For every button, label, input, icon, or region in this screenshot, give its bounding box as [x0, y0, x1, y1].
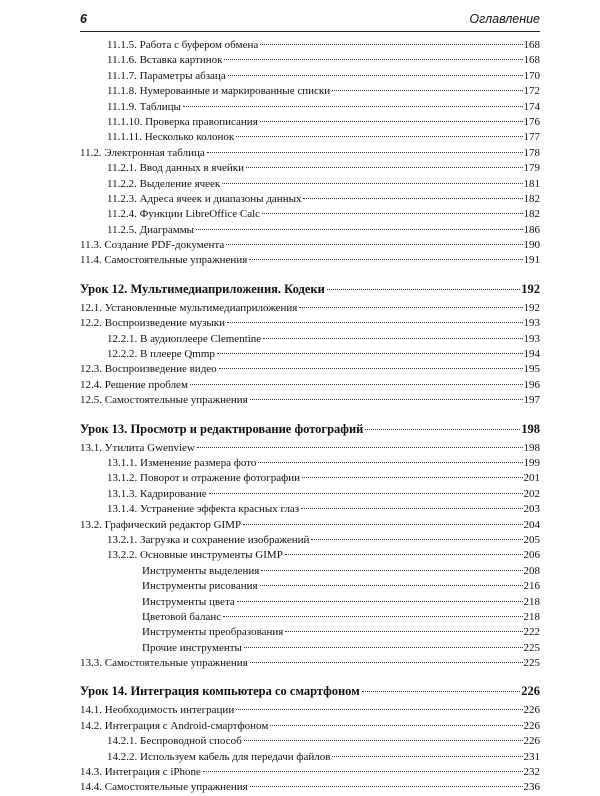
- dot-leader: [219, 368, 523, 369]
- toc-page-number: 179: [523, 162, 540, 175]
- toc-entry-number: 11.4.: [80, 254, 102, 267]
- toc-entry-number: 13.1.2.: [107, 472, 138, 485]
- toc-entry[interactable]: [80, 719, 540, 734]
- toc-entry-title: Цветовой баланс: [142, 610, 222, 623]
- toc-entry-title: Воспроизведение музыки: [104, 317, 226, 330]
- toc-page-number: 196: [523, 378, 540, 391]
- dot-leader: [327, 289, 520, 290]
- toc-entry[interactable]: [80, 177, 540, 192]
- dot-leader: [224, 59, 522, 60]
- toc-entry-number: 11.1.8.: [107, 85, 137, 98]
- toc-entry-label: [107, 347, 216, 362]
- toc-entry[interactable]: [80, 610, 540, 625]
- toc-entry-number: 11.2.5.: [107, 223, 137, 236]
- page-header: [80, 9, 540, 32]
- toc-entry-label: [107, 177, 221, 192]
- toc-page-number: 181: [523, 177, 540, 190]
- toc-entry[interactable]: [80, 301, 540, 316]
- toc-entry-number: 12.4.: [80, 378, 102, 391]
- toc-entry-label: [80, 301, 298, 316]
- toc-entry-number: 13.2.2.: [107, 549, 138, 562]
- toc-entry-title: Создание PDF-документа: [104, 239, 225, 252]
- toc-entry[interactable]: [80, 656, 540, 671]
- toc-entry-label: [107, 192, 302, 207]
- toc-entry-number: 13.1.3.: [107, 487, 138, 500]
- toc-entry[interactable]: [80, 548, 540, 563]
- toc-page-number: 172: [523, 85, 540, 98]
- toc-entry-label: [80, 253, 248, 268]
- toc-entry-title: Прочие инструменты: [142, 641, 242, 654]
- toc-entry[interactable]: [80, 456, 540, 471]
- toc-page-number: 170: [523, 69, 540, 82]
- toc-entry-title: Загрузка и сохранение изображений: [140, 533, 310, 546]
- toc-page-number: 186: [523, 223, 540, 236]
- toc-entry-number: Урок 14.: [80, 684, 128, 699]
- toc-entry-title: Инструменты преобразования: [142, 626, 284, 639]
- page-number: 6: [80, 12, 87, 26]
- toc-entry-title: Графический редактор GIMP: [104, 518, 242, 531]
- toc-entry[interactable]: [80, 253, 540, 268]
- toc-entry-label: [107, 69, 227, 84]
- toc-entry-label: [107, 750, 331, 765]
- toc-entry-title: Параметры абзаца: [139, 69, 226, 82]
- toc-entry-number: 13.3.: [80, 657, 102, 670]
- toc-entry-title: Нумерованные и маркированные списки: [139, 85, 331, 98]
- toc-entry[interactable]: [80, 765, 540, 780]
- dot-leader: [261, 570, 522, 571]
- toc-page-number: 202: [523, 487, 540, 500]
- toc-entry-label: [80, 238, 225, 253]
- dot-leader: [244, 740, 523, 741]
- toc-entry-label: [142, 579, 259, 594]
- toc-entry-label: [107, 456, 257, 471]
- toc-entry[interactable]: [80, 579, 540, 594]
- toc-entry-number: 12.2.2.: [107, 348, 138, 361]
- toc-entry-number: 11.1.10.: [107, 115, 143, 128]
- dot-leader: [362, 691, 521, 692]
- toc-entry[interactable]: [80, 161, 540, 176]
- toc-entry-label: [80, 518, 242, 533]
- toc-entry-number: 12.2.1.: [107, 332, 138, 345]
- dot-leader: [250, 786, 523, 787]
- toc-page-number: 192: [521, 281, 540, 296]
- toc-page-number: 190: [523, 239, 540, 252]
- dot-leader: [217, 353, 523, 354]
- dot-leader: [301, 508, 522, 509]
- dot-leader: [222, 183, 522, 184]
- dot-leader: [260, 44, 522, 45]
- toc-entry-title: Проверка правописания: [145, 115, 258, 128]
- toc-page-number: 226: [523, 704, 540, 717]
- dot-leader: [183, 106, 523, 107]
- toc-page-number: 225: [523, 657, 540, 670]
- toc-entry-label: [80, 362, 218, 377]
- toc-entry[interactable]: [80, 703, 540, 718]
- toc-entry-title: Несколько колонок: [144, 131, 235, 144]
- toc-entry-number: 11.1.6.: [107, 54, 137, 67]
- toc-entry-title: Функции LibreOffice Calc: [139, 208, 261, 221]
- toc-entry-number: 11.1.9.: [107, 100, 137, 113]
- toc-entry-title: Самостоятельные упражнения: [104, 781, 248, 794]
- dot-leader: [226, 244, 522, 245]
- toc-entry[interactable]: [80, 146, 540, 161]
- toc-entry-label: [107, 100, 182, 115]
- dot-leader: [302, 477, 523, 478]
- toc-page-number: 216: [523, 580, 540, 593]
- toc-page-number: 178: [523, 146, 540, 159]
- toc-entry[interactable]: [80, 38, 540, 53]
- toc-entry-label: [107, 502, 300, 517]
- dot-leader: [311, 539, 522, 540]
- toc-entry-label: [80, 378, 189, 393]
- toc-page-number: 194: [523, 348, 540, 361]
- toc-entry-number: 12.1.: [80, 301, 102, 314]
- toc-entry-title: Электронная таблица: [104, 146, 205, 159]
- toc-entry[interactable]: [80, 595, 540, 610]
- toc-entry-number: 11.2.: [80, 146, 102, 159]
- toc-page-number: 199: [523, 456, 540, 469]
- dot-leader: [227, 322, 522, 323]
- toc-page-number: 176: [523, 115, 540, 128]
- toc-entry-label: [80, 719, 269, 734]
- toc-entry[interactable]: [80, 625, 540, 640]
- toc-entry-title: Самостоятельные упражнения: [104, 254, 248, 267]
- toc-entry-label: [107, 471, 301, 486]
- toc-entry[interactable]: [80, 564, 540, 579]
- toc-entry[interactable]: [80, 378, 540, 393]
- toc-entry-number: 13.2.: [80, 518, 102, 531]
- toc-page-number: 182: [523, 208, 540, 221]
- toc-entry-label: [80, 656, 249, 671]
- toc-entry-title: В аудиоплеере Clementine: [140, 332, 262, 345]
- toc-entry-title: Беспроводной способ: [140, 735, 242, 748]
- toc-entry-label: [80, 703, 235, 718]
- toc-entry-label: [80, 780, 249, 795]
- toc-entry-number: Урок 13.: [80, 421, 128, 436]
- toc-page-number: 182: [523, 192, 540, 205]
- dot-leader: [332, 90, 522, 91]
- toc-entry-label: [142, 625, 284, 640]
- toc-entry-number: 14.2.2.: [107, 750, 138, 763]
- toc-entry-label: [107, 53, 223, 68]
- toc-entry-label: [80, 146, 206, 161]
- toc-page-number: 204: [523, 518, 540, 531]
- toc-entry-title: Интеграция с iPhone: [104, 766, 201, 779]
- dot-leader: [270, 725, 522, 726]
- toc-entry-label: [107, 38, 259, 53]
- toc-entry-label: [80, 765, 202, 780]
- toc-entry[interactable]: [80, 332, 540, 347]
- dot-leader: [285, 631, 522, 632]
- toc-entry-number: 11.1.7.: [107, 69, 137, 82]
- toc-entry[interactable]: [80, 347, 540, 362]
- toc-chapter-entry[interactable]: [80, 281, 540, 298]
- toc-entry-title: Диаграммы: [139, 223, 195, 236]
- toc-entry-number: 12.3.: [80, 363, 102, 376]
- toc-page-number: 168: [523, 54, 540, 67]
- toc-entry-title: Необходимость интеграции: [104, 704, 235, 717]
- toc-entry-title: Инструменты выделения: [142, 564, 260, 577]
- dot-leader: [260, 121, 523, 122]
- toc-entry-title: Самостоятельные упражнения: [104, 394, 248, 407]
- toc-entry-title: Поворот и отражение фотографии: [140, 472, 300, 485]
- dot-leader: [196, 229, 522, 230]
- toc-entry[interactable]: [80, 502, 540, 517]
- toc-page-number: 232: [523, 766, 540, 779]
- toc-entry-label: [107, 533, 310, 548]
- toc-entry-label: [107, 223, 195, 238]
- dot-leader: [299, 307, 522, 308]
- toc-entry-label: [107, 161, 245, 176]
- toc-entry-label: [142, 610, 222, 625]
- toc-page-number: 208: [523, 564, 540, 577]
- dot-leader: [228, 75, 523, 76]
- dot-leader: [332, 756, 522, 757]
- dot-leader: [250, 399, 523, 400]
- toc-entry-label: [80, 683, 361, 700]
- dot-leader: [236, 709, 522, 710]
- toc-page-number: 191: [523, 254, 540, 267]
- toc-entry-number: 12.5.: [80, 394, 102, 407]
- toc-entry-number: 11.1.11.: [107, 131, 142, 144]
- toc-page-number: 218: [523, 610, 540, 623]
- toc-page-number: 198: [523, 441, 540, 454]
- dot-leader: [237, 601, 523, 602]
- toc-entry-number: 14.2.: [80, 719, 102, 732]
- toc-page-number: 231: [523, 750, 540, 763]
- toc-entry-label: [80, 393, 249, 408]
- toc-chapter-entry[interactable]: [80, 421, 540, 438]
- toc-entry[interactable]: [80, 641, 540, 656]
- toc-entry[interactable]: [80, 533, 540, 548]
- toc-entry-label: [80, 421, 364, 438]
- dot-leader: [207, 152, 523, 153]
- dot-leader: [246, 167, 522, 168]
- toc-entry[interactable]: [80, 362, 540, 377]
- toc-entry-title: Интеграция компьютера со смартфоном: [130, 684, 360, 699]
- toc-entry[interactable]: [80, 750, 540, 765]
- toc-entry-number: 13.1.4.: [107, 503, 138, 516]
- toc-entry-label: [107, 84, 331, 99]
- toc-entry-label: [107, 487, 208, 502]
- dot-leader: [244, 647, 523, 648]
- toc-entry[interactable]: [80, 192, 540, 207]
- toc-page-number: 226: [523, 735, 540, 748]
- toc-entry-number: 14.3.: [80, 766, 102, 779]
- toc-entry[interactable]: [80, 223, 540, 238]
- toc-entry[interactable]: [80, 393, 540, 408]
- toc-page-number: 205: [523, 533, 540, 546]
- toc-entry-number: 13.2.1.: [107, 533, 138, 546]
- toc-entry[interactable]: [80, 130, 540, 145]
- toc-entry[interactable]: [80, 69, 540, 84]
- toc-entry-title: Мультимедиаприложения. Кодеки: [130, 281, 325, 296]
- toc-entry-title: Адреса ячеек и диапазоны данных: [139, 192, 302, 205]
- dot-leader: [303, 198, 522, 199]
- toc-entry-title: Устранение эффекта красных глаз: [140, 503, 300, 516]
- toc-entry-title: Инструменты рисования: [142, 580, 258, 593]
- toc-entry-title: Инструменты цвета: [142, 595, 235, 608]
- toc-entry-title: Таблицы: [139, 100, 181, 113]
- toc-entry-title: Просмотр и редактирование фотографий: [130, 421, 364, 436]
- toc-entry-number: 13.1.: [80, 441, 102, 454]
- toc-entry-title: В плеере Qmmp: [140, 348, 215, 361]
- toc-entry[interactable]: [80, 207, 540, 222]
- toc-page-number: 226: [521, 684, 540, 699]
- dot-leader: [263, 338, 522, 339]
- toc-entry[interactable]: [80, 115, 540, 130]
- toc-entry-title: Кадрирование: [140, 487, 207, 500]
- toc-page-number: 174: [523, 100, 540, 113]
- toc-entry-number: 14.4.: [80, 781, 102, 794]
- dot-leader: [250, 662, 523, 663]
- toc-entry-number: 11.3.: [80, 239, 102, 252]
- toc-entry[interactable]: [80, 734, 540, 749]
- toc-page-number: 195: [523, 363, 540, 376]
- dot-leader: [262, 213, 522, 214]
- dot-leader: [365, 429, 520, 430]
- toc-entry-number: 13.1.1.: [107, 456, 138, 469]
- dot-leader: [197, 447, 523, 448]
- toc-entry[interactable]: [80, 53, 540, 68]
- toc-entry[interactable]: [80, 100, 540, 115]
- toc-entry-title: Воспроизведение видео: [104, 363, 217, 376]
- table-of-contents: [80, 38, 540, 796]
- dot-leader: [260, 585, 523, 586]
- toc-page-number: 206: [523, 549, 540, 562]
- toc-entry-label: [80, 281, 326, 298]
- toc-entry-title: Изменение размера фото: [140, 456, 257, 469]
- toc-entry-number: Урок 12.: [80, 281, 128, 296]
- toc-page-number: 225: [523, 641, 540, 654]
- toc-entry-title: Решение проблем: [104, 378, 188, 391]
- toc-entry-label: [107, 332, 262, 347]
- toc-page-number: 203: [523, 503, 540, 516]
- toc-entry[interactable]: [80, 487, 540, 502]
- toc-entry-label: [107, 734, 243, 749]
- dot-leader: [209, 493, 523, 494]
- toc-entry-label: [107, 115, 259, 130]
- dot-leader: [258, 462, 522, 463]
- toc-entry-number: 12.2.: [80, 317, 102, 330]
- toc-entry-label: [142, 564, 260, 579]
- dot-leader: [190, 384, 523, 385]
- toc-entry-title: Основные инструменты GIMP: [140, 549, 283, 562]
- toc-page-number: 177: [523, 131, 540, 144]
- dot-leader: [285, 554, 523, 555]
- toc-entry-label: [80, 441, 196, 456]
- toc-entry[interactable]: [80, 780, 540, 795]
- toc-entry-title: Выделение ячеек: [139, 177, 221, 190]
- toc-page-number: 218: [523, 595, 540, 608]
- dot-leader: [203, 771, 523, 772]
- toc-page-number: 236: [523, 781, 540, 794]
- toc-entry-title: Работа с буфером обмена: [139, 39, 259, 51]
- toc-entry[interactable]: [80, 441, 540, 456]
- toc-entry-number: 11.2.3.: [107, 192, 137, 205]
- toc-entry-label: [107, 207, 261, 222]
- toc-entry-title: Вставка картинок: [139, 54, 223, 67]
- toc-entry[interactable]: [80, 518, 540, 533]
- section-title: Оглавление: [469, 12, 540, 26]
- toc-entry[interactable]: [80, 316, 540, 331]
- toc-page-number: 193: [523, 317, 540, 330]
- toc-entry-label: [142, 595, 236, 610]
- toc-entry-title: Самостоятельные упражнения: [104, 657, 248, 670]
- dot-leader: [243, 524, 522, 525]
- toc-page-number: 168: [523, 39, 540, 51]
- dot-leader: [236, 136, 522, 137]
- toc-entry-title: Ввод данных в ячейки: [139, 162, 245, 175]
- toc-entry-number: 11.1.5.: [107, 39, 137, 51]
- toc-entry-label: [80, 316, 226, 331]
- toc-entry-number: 14.1.: [80, 704, 102, 717]
- toc-entry[interactable]: [80, 84, 540, 99]
- toc-entry-title: Установленные мультимедиаприложения: [104, 301, 298, 314]
- toc-entry[interactable]: [80, 238, 540, 253]
- toc-entry-title: Утилита Gwenview: [104, 441, 195, 454]
- toc-entry-number: 11.2.1.: [107, 162, 137, 175]
- toc-entry-number: 14.2.1.: [107, 735, 138, 748]
- toc-entry-label: [107, 130, 235, 145]
- toc-entry-title: Интеграция с Android-смартфоном: [104, 719, 269, 732]
- toc-page-number: 193: [523, 332, 540, 345]
- toc-page-number: 198: [521, 421, 540, 436]
- toc-entry[interactable]: [80, 471, 540, 486]
- dot-leader: [223, 616, 522, 617]
- toc-entry-label: [107, 548, 284, 563]
- toc-page-number: 192: [523, 301, 540, 314]
- toc-chapter-entry[interactable]: [80, 683, 540, 700]
- toc-entry-number: 11.2.2.: [107, 177, 137, 190]
- toc-entry-number: 11.2.4.: [107, 208, 137, 221]
- dot-leader: [249, 259, 522, 260]
- toc-page-number: 222: [523, 626, 540, 639]
- toc-page-number: 201: [523, 472, 540, 485]
- toc-entry-title: Используем кабель для передачи файлов: [140, 750, 331, 763]
- toc-page-number: 197: [523, 394, 540, 407]
- toc-entry-label: [142, 641, 243, 656]
- toc-page-number: 226: [523, 719, 540, 732]
